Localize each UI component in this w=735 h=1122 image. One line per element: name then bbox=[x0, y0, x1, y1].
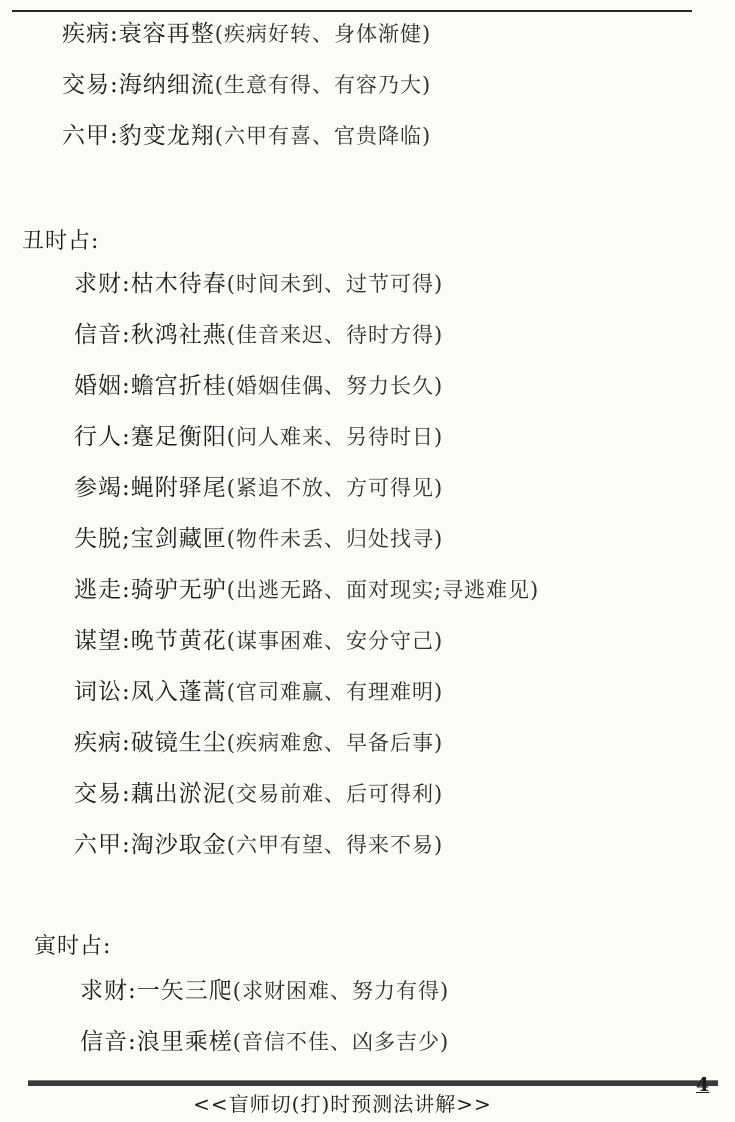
entry-note: (时间未到、过节可得) bbox=[226, 272, 444, 296]
entry-value: 宝剑藏匣 bbox=[130, 526, 227, 552]
entry-key: 疾病: bbox=[74, 730, 131, 756]
entry-key: 失脱; bbox=[74, 526, 131, 552]
entry-note: (物件未丢、归处找寻) bbox=[226, 527, 444, 551]
entry-value: 豹变龙翔 bbox=[118, 123, 215, 149]
entry-key: 行人: bbox=[74, 424, 131, 450]
list-item bbox=[74, 627, 443, 655]
list-item bbox=[62, 71, 431, 99]
list-item bbox=[80, 1028, 449, 1056]
entry-note: (求财困难、努力有得) bbox=[232, 979, 450, 1003]
list-item bbox=[80, 977, 449, 1005]
top-rule bbox=[12, 10, 692, 12]
entry-key: 求财: bbox=[74, 271, 131, 297]
entry-value: 衰容再整 bbox=[118, 21, 215, 47]
list-item bbox=[74, 831, 443, 859]
entry-note: (紧追不放、方可得见) bbox=[226, 476, 444, 500]
entry-value: 秋鸿社燕 bbox=[130, 322, 227, 348]
list-item bbox=[74, 678, 443, 706]
entry-value: 一矢三爬 bbox=[136, 978, 233, 1004]
entry-note: (婚姻佳偶、努力长久) bbox=[226, 374, 444, 398]
entry-key: 疾病: bbox=[62, 21, 119, 47]
entry-value: 破镜生尘 bbox=[130, 730, 227, 756]
entry-value: 蝇附驿尾 bbox=[130, 475, 227, 501]
entry-note: (疾病好转、身体渐健) bbox=[214, 22, 432, 46]
entry-note: (交易前难、后可得利) bbox=[226, 782, 444, 806]
entry-key: 逃走: bbox=[74, 577, 131, 603]
list-item bbox=[74, 525, 443, 553]
entry-value: 蟾宫折桂 bbox=[130, 373, 227, 399]
entry-note: (生意有得、有容乃大) bbox=[214, 73, 432, 97]
list-item bbox=[74, 423, 443, 451]
entry-value: 蹇足衡阳 bbox=[130, 424, 227, 450]
entry-note: (六甲有喜、官贵降临) bbox=[214, 124, 432, 148]
section-heading-yin: 寅时占: bbox=[34, 934, 112, 959]
entry-value: 枯木待春 bbox=[130, 271, 227, 297]
entry-value: 晚节黄花 bbox=[130, 628, 227, 654]
entry-note: (出逃无路、面对现实;寻逃难见) bbox=[226, 578, 540, 602]
entry-value: 藕出淤泥 bbox=[130, 781, 227, 807]
footer-title: <<盲师切(打)时预测法讲解>> bbox=[193, 1092, 492, 1116]
entry-key: 交易: bbox=[62, 72, 119, 98]
list-item bbox=[74, 321, 443, 349]
entry-key: 信音: bbox=[80, 1029, 137, 1055]
entry-key: 参竭: bbox=[74, 475, 131, 501]
entry-note: (官司难赢、有理难明) bbox=[226, 680, 444, 704]
footer-rule bbox=[28, 1080, 718, 1086]
entry-note: (六甲有望、得来不易) bbox=[226, 833, 444, 857]
section-heading-chou: 丑时占: bbox=[22, 229, 100, 254]
list-item bbox=[74, 576, 539, 604]
entry-value: 骑驴无驴 bbox=[130, 577, 227, 603]
list-item bbox=[74, 270, 443, 298]
list-item bbox=[74, 372, 443, 400]
list-item bbox=[74, 474, 443, 502]
entry-value: 浪里乘槎 bbox=[136, 1029, 233, 1055]
entry-key: 信音: bbox=[74, 322, 131, 348]
entry-note: (问人难来、另待时日) bbox=[226, 425, 444, 449]
entry-key: 谋望: bbox=[74, 628, 131, 654]
entry-key: 婚姻: bbox=[74, 373, 131, 399]
entry-value: 海纳细流 bbox=[118, 72, 215, 98]
list-item bbox=[74, 729, 443, 757]
entry-key: 交易: bbox=[74, 781, 131, 807]
entry-key: 求财: bbox=[80, 978, 137, 1004]
entry-note: (疾病难愈、早备后事) bbox=[226, 731, 444, 755]
entry-note: (音信不佳、凶多吉少) bbox=[232, 1030, 450, 1054]
entry-key: 词讼: bbox=[74, 679, 131, 705]
entry-value: 淘沙取金 bbox=[130, 832, 227, 858]
list-item bbox=[74, 780, 443, 808]
entry-key: 六甲: bbox=[74, 832, 131, 858]
page-number: 4 bbox=[696, 1074, 710, 1096]
entry-value: 凤入蓬蒿 bbox=[130, 679, 227, 705]
entry-key: 六甲: bbox=[62, 123, 119, 149]
list-item bbox=[62, 20, 431, 48]
entry-note: (谋事困难、安分守己) bbox=[226, 629, 444, 653]
list-item bbox=[62, 122, 431, 150]
entry-note: (佳音来迟、待时方得) bbox=[226, 323, 444, 347]
